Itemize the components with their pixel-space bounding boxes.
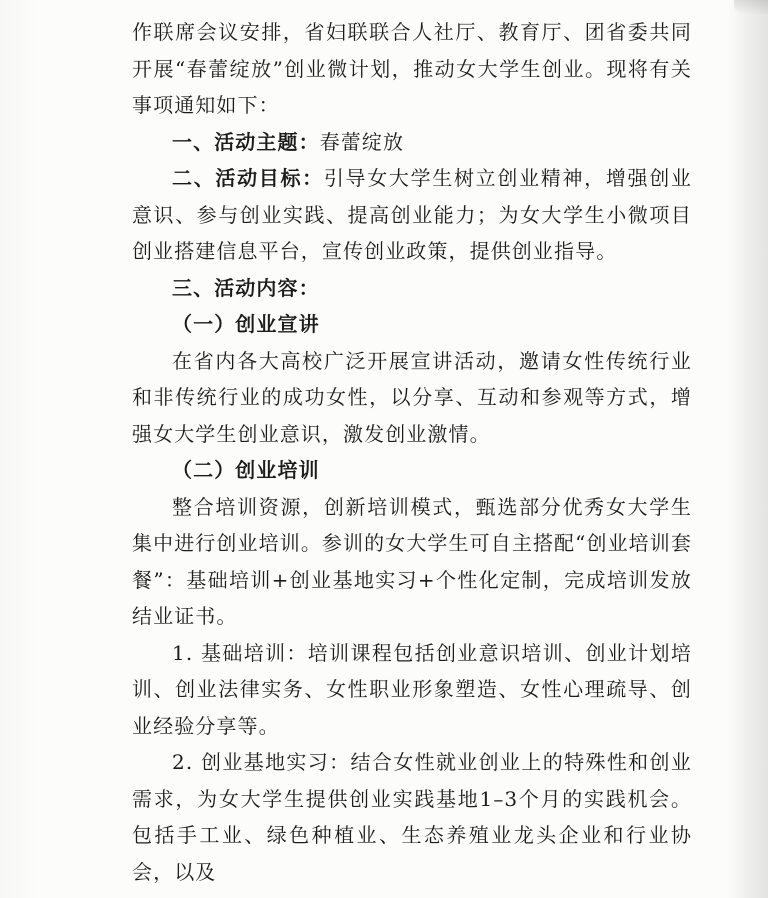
subsection-2-paragraph: 整合培训资源，创新培训模式，甄选部分优秀女大学生集中进行创业培训。参训的女大学生可自主搭配“创业培训套餐”：基础培训+创业基地实习+个性化定制，完成培训发放结业证书。 [132, 494, 692, 628]
subsection-1-paragraph: 在省内各大高校广泛开展宣讲活动，邀请女性传统行业和非传统行业的成功女性，以分享、互动和参观等方式，增强女大学生创业意识，激发创业激情。 [132, 348, 692, 446]
document-body [132, 14, 692, 890]
page-corner-fold [734, 0, 768, 14]
intro-paragraph: 作联席会议安排，省妇联联合人社厅、教育厅、团省委共同开展“春蕾绽放”创业微计划，推动女大学生创业。现将有关事项通知如下： [132, 20, 692, 117]
section-3-heading: 三、活动内容： [172, 275, 320, 300]
section-2-heading: 二、活动目标： [172, 166, 324, 190]
section-2-text: 引导女大学生树立创业精神，增强创业意识、参与创业实践、提高创业能力；为女大学生小微项目创业搭建信息平台，宣传创业政策，提供创业指导。 [132, 166, 692, 263]
item-1-paragraph: 1. 基础培训：培训课程包括创业意识培训、创业计划培训、创业法律实务、女性职业形象塑造、女性心理疏导、创业经验分享等。 [132, 640, 692, 738]
section-1-text: 春蕾绽放 [319, 129, 405, 154]
item-2-paragraph: 2. 创业基地实习：结合女性就业创业上的特殊性和创业需求，为女大学生提供创业实践基地1–3个月的实践机会。包括手工业、绿色种植业、生态养殖业龙头企业和行业协会，以及 [132, 750, 692, 884]
section-2-paragraph [132, 160, 692, 270]
subsection-1-heading: （一）创业宣讲 [172, 312, 320, 336]
page-edge-shadow [728, 0, 768, 898]
subsection-2-heading: （二）创业培训 [172, 458, 320, 482]
section-1-heading: 一、活动主题： [172, 129, 320, 154]
section-1-heading-line [132, 124, 692, 161]
